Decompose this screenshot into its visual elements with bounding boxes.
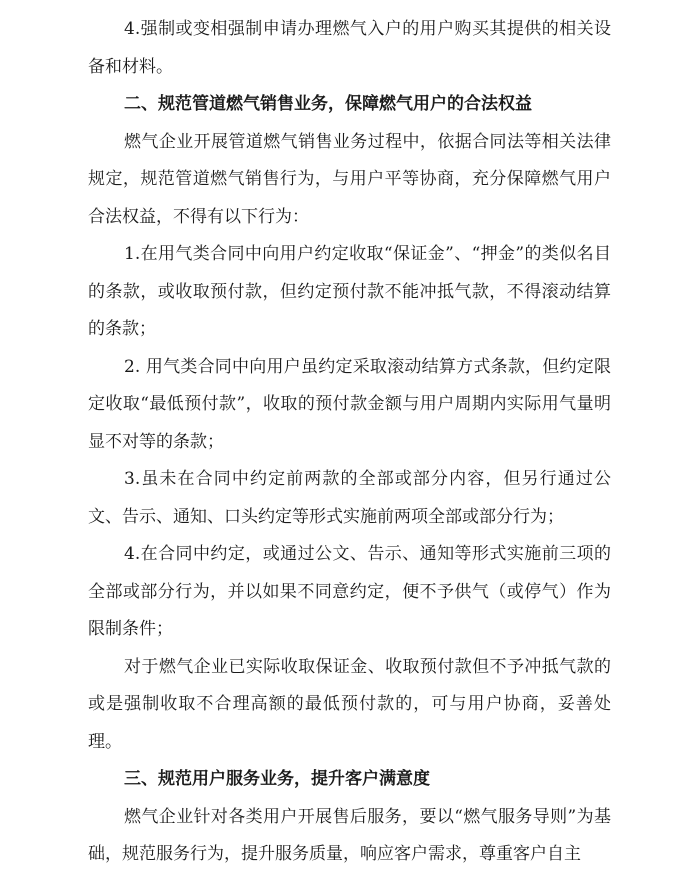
list-item-3: 3.虽未在合同中约定前两款的全部或部分内容，但另行通过公文、告示、通知、口头约定等形式实施前两项全部或部分行为； bbox=[88, 469, 611, 527]
list-item-1: 1.在用气类合同中向用户约定收取“保证金”、“押金”的类似名目的条款，或收取预付款，但约定预付款不能冲抵气款，不得滚动结算的条款； bbox=[88, 244, 611, 339]
list-item-4: 4.在合同中约定，或通过公文、告示、通知等形式实施前三项的全部或部分行为，并以如果不同意约定，便不予供气（或停气）作为限制条件； bbox=[88, 544, 611, 639]
body-paragraph-service: 燃气企业针对各类用户开展售后服务，要以“燃气服务导则”为基础，规范服务行为，提升服务质量，响应客户需求，尊重客户自主 bbox=[88, 806, 611, 864]
section-heading-3: 三、规范用户服务业务，提升客户满意度 bbox=[124, 769, 430, 789]
body-paragraph-handling: 对于燃气企业已实际收取保证金、收取预付款但不予冲抵气款的或是强制收取不合理高额的最低预付款的，可与用户协商，妥善处理。 bbox=[88, 656, 611, 752]
body-paragraph-intro: 燃气企业开展管道燃气销售业务过程中，依据合同法等相关法律规定，规范管道燃气销售行为，与用户平等协商，充分保障燃气用户合法权益，不得有以下行为： bbox=[88, 131, 611, 227]
list-item-2: 2. 用气类合同中向用户虽约定采取滚动结算方式条款，但约定限定收取“最低预付款”，收取的预付款金额与用户周期内实际用气量明显不对等的条款； bbox=[88, 356, 611, 452]
section-heading-2: 二、规范管道燃气销售业务，保障燃气用户的合法权益 bbox=[124, 94, 532, 114]
list-item-4-equipment: 4.强制或变相强制申请办理燃气入户的用户购买其提供的相关设备和材料。 bbox=[88, 19, 611, 77]
